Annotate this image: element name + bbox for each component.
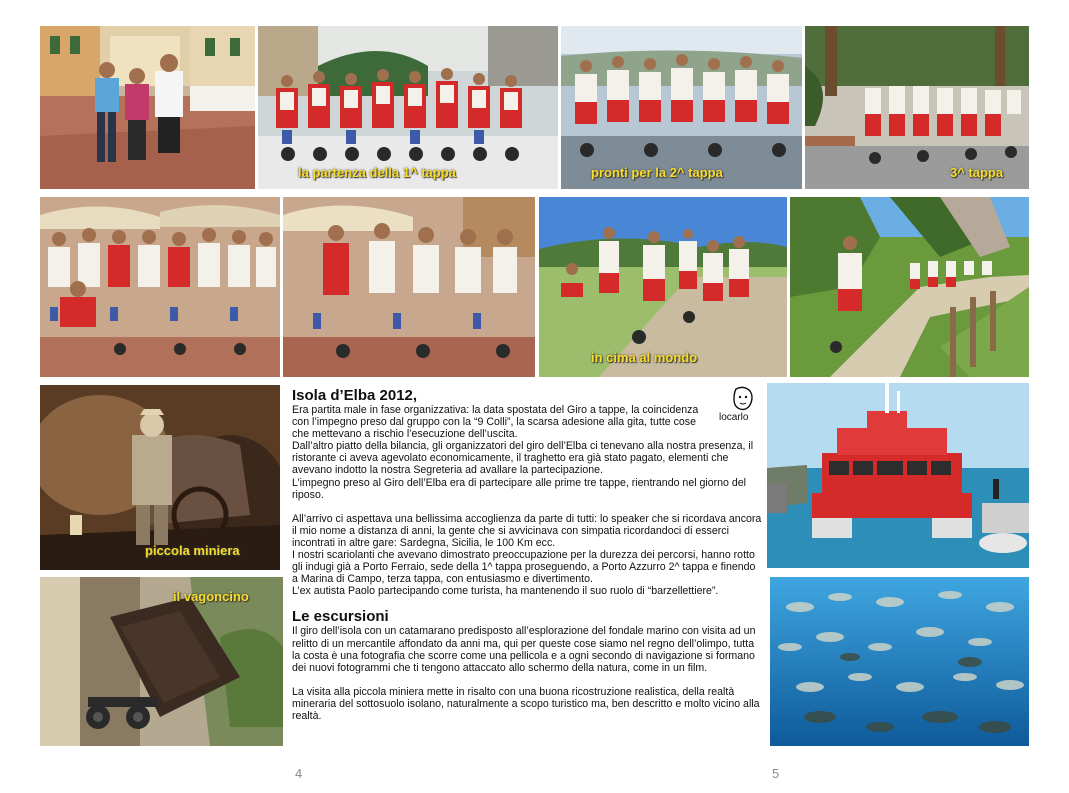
caption-terza: 3^ tappa <box>950 165 1004 180</box>
article <box>292 388 764 722</box>
caption-miniera: piccola miniera <box>145 543 240 558</box>
logo-text: locarlo <box>719 412 749 423</box>
photo-gruppo-donne-2 <box>283 197 535 377</box>
section-title-escursioni: Le escursioni <box>292 608 389 626</box>
photo-gruppo-donne-1 <box>40 197 280 377</box>
caption-pronti: pronti per la 2^ tappa <box>591 165 723 180</box>
caption-cima: in cima al mondo <box>591 350 698 365</box>
photo-catamarano <box>767 383 1029 568</box>
page-number-right: 5 <box>772 766 780 781</box>
paragraph-5: I nostri scariolanti che avevano dimostrato preoccupazione per la durezza dei percorsi, hanno rotto gli indugi già a Porto Ferraio, sede della 1^ tappa proseguendo, a Porto Azzurro 2^ tappa e finendo a Marina di Campo, terza tappa, con entusiasmo e divertimento. <box>292 549 756 586</box>
caption-partenza: la partenza della 1^ tappa <box>298 165 456 180</box>
paragraph-6: L’ex autista Paolo partecipando come turista, ha mantenendo il suo ruolo di “barzellettiere”. <box>292 585 719 598</box>
paragraph-4: All’arrivo ci aspettava una bellissima accoglienza da parte di tutti: lo speaker che si ricordava ancora il mio nome a distanza di anni, la gente che si avvicinava con simpatia ricordandoci di esserci incontrati in altre gare: Sardegna, Sicilia, le 100 Km ecc. <box>292 512 762 549</box>
paragraph-2: Dall’altro piatto della bilancia, gli organizzatori del giro dell’Elba ci tenevano alla nostra presenza, il ristorante ci aveva agevolato economicamente, il traghetto era già stato pagato, elementi che avevano indotto la nostra Segreteria ad avallare la partecipazione. <box>292 440 754 477</box>
paragraph-8: La visita alla piccola miniera mette in risalto con una buona ricostruzione realistica, della realtà mineraria del sottosuolo isolano, naturalmente a scopo turistico ma, ben descritto e molto vicino alla realtà. <box>292 685 760 722</box>
paragraph-7: Il giro dell’isola con un catamarano predisposto all’esplorazione del fondale marino con visita ad un relitto di un mercantile affondato da anni ma, qui per queste cose siamo nel regno dell’olimpo, tutta la costa è una fotografia che scorre come una pellicola e a ogni secondo di navigazione si formano dei nuovi fotogrammi che ti tengono attaccato allo schermo della natura, come in un film. <box>292 625 756 674</box>
article-title: Isola d’Elba 2012, <box>292 387 418 404</box>
page-number-left: 4 <box>295 766 303 781</box>
photo-pesci <box>770 577 1029 746</box>
photo-piazza-group <box>40 26 255 189</box>
caption-vagoncino: il vagoncino <box>173 589 249 604</box>
paragraph-1: Era partita male in fase organizzativa: la data spostata del Giro a tappe, la coincidenza con l’impegno preso dal gruppo con la “9 Colli”, la scarsa adesione alla gita, tutte cose che mettevano a rischio l’esecuzione dell’uscita. <box>292 404 699 441</box>
paragraph-3: L’impegno preso al Giro dell’Elba era di partecipare alle prime tre tappe, rientrando nel giorno del riposo. <box>292 476 747 501</box>
photo-sentiero <box>790 197 1029 377</box>
